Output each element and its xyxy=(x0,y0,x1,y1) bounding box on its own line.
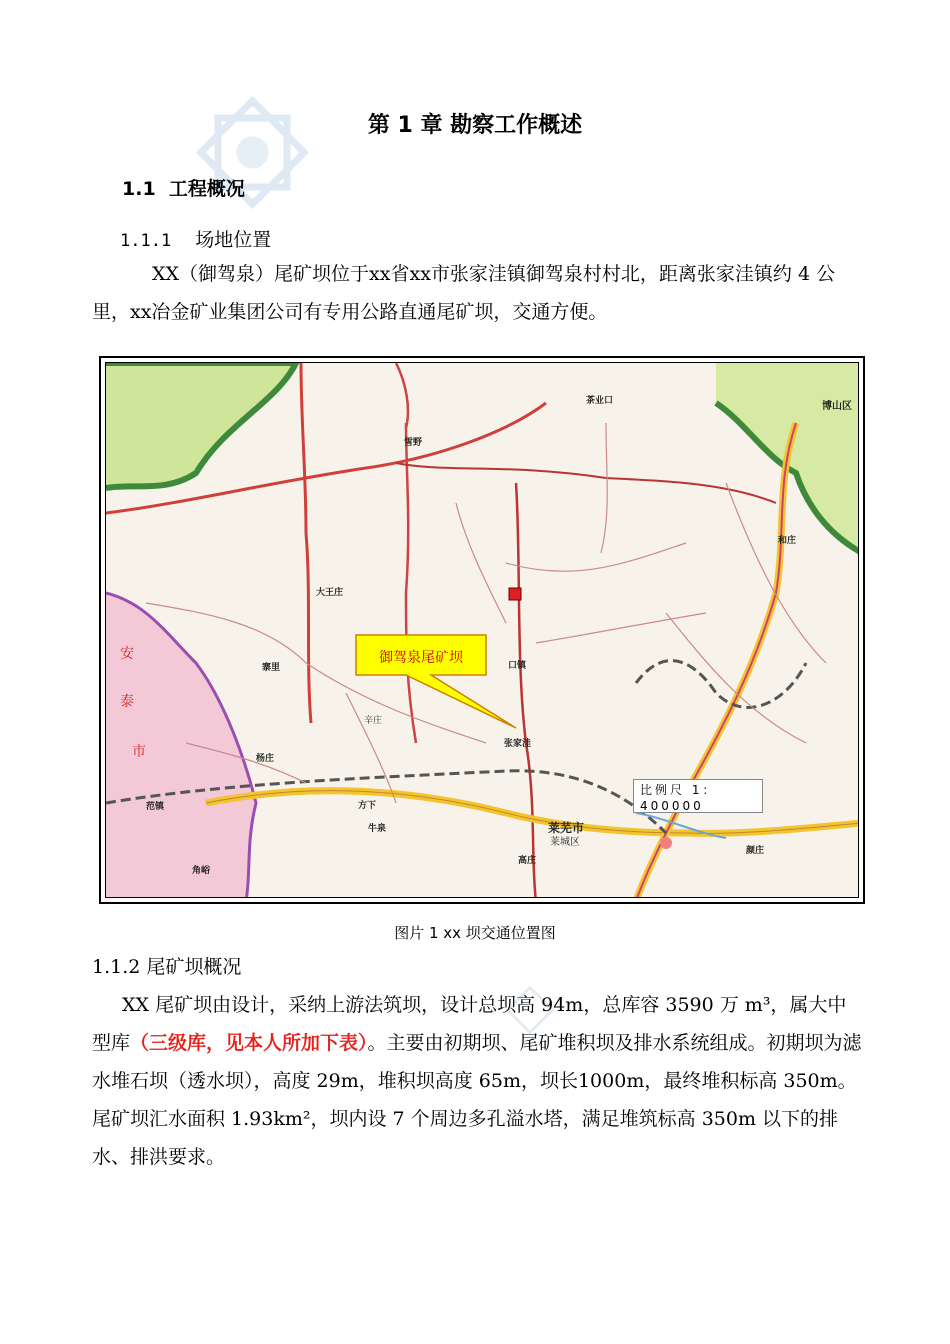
section-number: 1.1 xyxy=(122,178,156,200)
label-jiaoyu: 角峪 xyxy=(192,866,211,876)
subsection2-heading xyxy=(92,952,241,979)
label-taian-s: 市 xyxy=(132,744,146,760)
label-taian-t: 泰 xyxy=(120,694,134,710)
label-gaozhuang: 高庄 xyxy=(518,856,537,866)
label-heshan: 和庄 xyxy=(778,536,797,546)
traffic-location-map xyxy=(99,356,865,904)
overview-text-2: 。主要由初期坝、尾矿堆积坝及排水系统组成。初期坝为滤水堆石坝（透水坝），高度 29m，堆积坝高度 65m，坝长1000m，最终堆积标高 350m。尾矿坝汇水面积 1.93km²，坝内设 7 个周边多孔溢水塔，满足堆筑标高 350m 以下的排水、排洪要求。 xyxy=(92,1032,862,1168)
label-zhaili: 寨里 xyxy=(262,663,281,673)
label-zhangjiawa: 张家洼 xyxy=(504,739,532,749)
label-bolan: 博山区 xyxy=(822,401,852,412)
map-canvas xyxy=(105,362,859,898)
label-xinzhuang: 辛庄 xyxy=(364,716,383,726)
scale-legend: 比例尺 1：400000 xyxy=(633,779,763,813)
subsection-heading xyxy=(120,225,271,252)
label-kouzhen: 口镇 xyxy=(508,661,527,671)
dam-overview-paragraph xyxy=(92,986,862,1176)
label-xueye: 雪野 xyxy=(404,438,423,448)
figure-caption: 图片 1 xx 坝交通位置图 xyxy=(394,924,556,942)
label-taian-a: 安 xyxy=(120,646,134,662)
overview-text-1: XX 尾矿坝由设计，采纳上游法筑坝，设计总坝高 94m，总库容 3590 万 m³，属大中型库 xyxy=(92,994,847,1054)
map-labels xyxy=(106,363,859,898)
label-fanzhen: 范镇 xyxy=(146,802,165,812)
section-heading xyxy=(122,174,245,201)
subsection2-number: 1.1.2 xyxy=(92,956,141,978)
location-paragraph: XX（御驾泉）尾矿坝位于xx省xx市张家洼镇御驾泉村村北，距离张家洼镇约 4 公里，xx冶金矿业集团公司有专用公路直通尾矿坝，交通方便。 xyxy=(92,263,836,323)
subsection2-title: 尾矿坝概况 xyxy=(146,956,242,978)
callout-label: 御驾泉尾矿坝 xyxy=(379,650,463,666)
subsection-title: 场地位置 xyxy=(195,229,272,251)
label-chayeko: 茶业口 xyxy=(586,396,614,406)
subsection-number: 1.1.1 xyxy=(120,231,172,251)
label-dawangzhuang: 大王庄 xyxy=(316,588,344,598)
chapter-title: 第 1 章 勘察工作概述 xyxy=(367,113,583,138)
label-yanzhuang: 颜庄 xyxy=(746,846,765,856)
label-niuquan: 牛泉 xyxy=(368,824,387,834)
label-laicheng: 莱城区 xyxy=(550,837,580,848)
section-title: 工程概况 xyxy=(168,178,245,200)
label-laiwu-city: 莱芜市 xyxy=(548,821,585,835)
label-yangzhuang: 杨庄 xyxy=(256,754,275,764)
overview-red-note: （三级库，见本人所加下表） xyxy=(130,1032,368,1054)
label-fangxia: 方下 xyxy=(358,801,377,811)
